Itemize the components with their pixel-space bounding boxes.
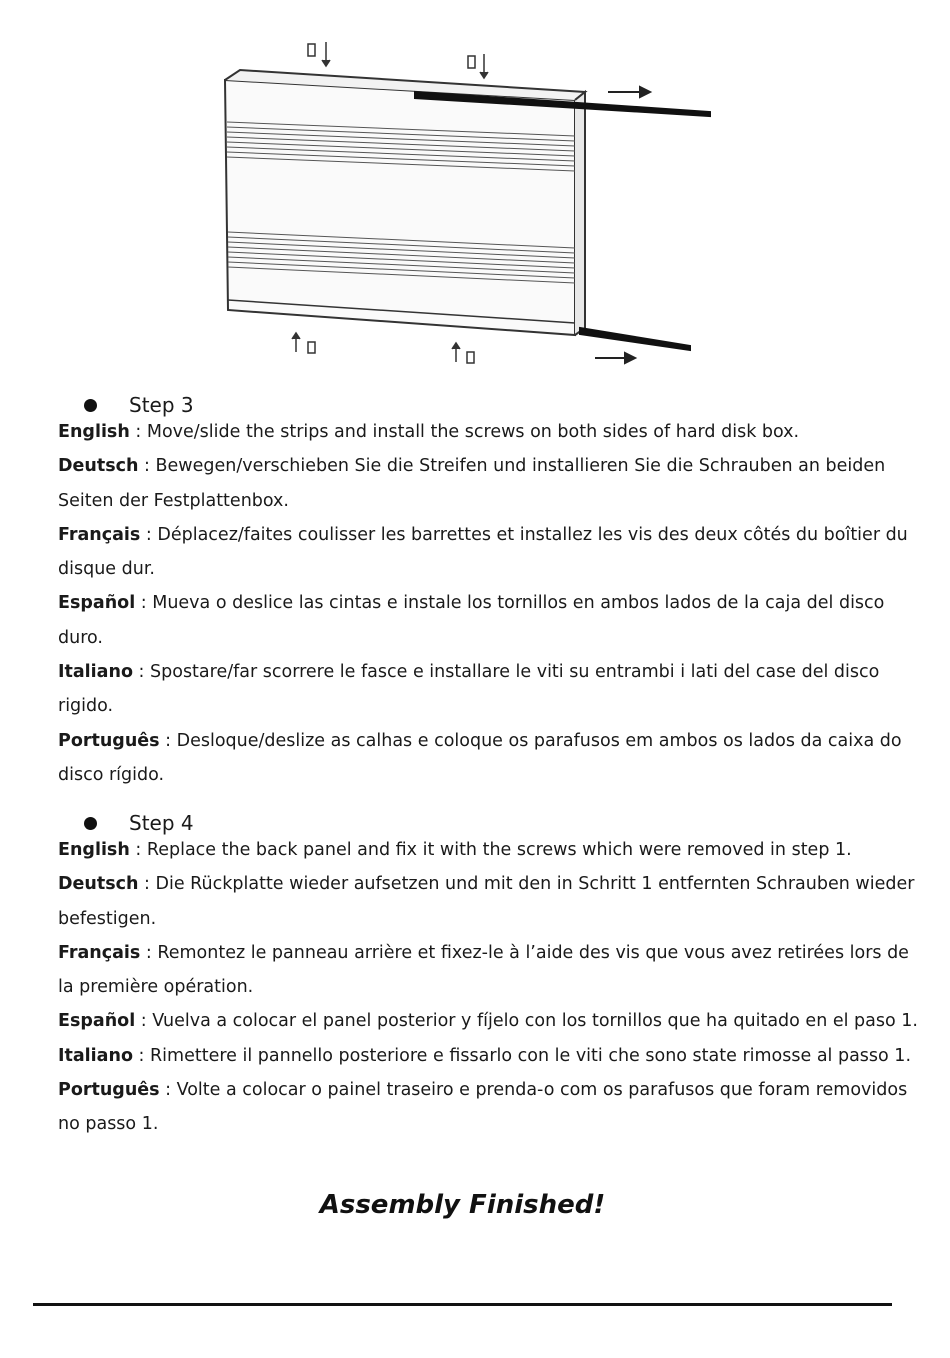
step-3-heading [84,393,194,417]
step-3-instructions [58,415,924,792]
instruction-espanol: Español : Mueva o deslice las cintas e instale los tornillos en ambos lados de la caja del disco duro. [58,593,885,648]
step-4-title: Step 4 [129,811,194,835]
bullet-icon [84,817,97,830]
instruction-deutsch: Deutsch : Die Rückplatte wieder aufsetzen und mit den in Schritt 1 entfernten Schrauben wieder befestigen. [58,874,915,929]
step-3-title: Step 3 [129,393,194,417]
bullet-icon [84,399,97,412]
instruction-italiano: Italiano : Rimettere il pannello posteriore e fissarlo con le viti che sono state rimosse al passo 1. [58,1045,912,1066]
instruction-francais: Français : Remontez le panneau arrière et fixez-le à l’aide des vis que vous avez retirées lors de la première opération. [58,942,909,998]
instruction-deutsch: Deutsch : Bewegen/verschieben Sie die Streifen und installieren Sie die Schrauben an beiden Seiten der Festplattenbox. [58,456,886,511]
footer-divider [33,1303,892,1306]
instruction-espanol: Español : Vuelva a colocar el panel posterior y fíjelo con los tornillos que ha quitado en el paso 1. [58,1011,918,1032]
step-4-heading [84,811,194,835]
enclosure-illustration [200,30,740,380]
step-4-instructions [58,833,924,1142]
instruction-italiano: Italiano : Spostare/far scorrere le fasce e installare le viti su entrambi i lati del case del disco rigido. [58,662,880,717]
assembly-finished-text: Assembly Finished! [319,1190,606,1220]
instruction-portugues: Português : Desloque/deslize as calhas e coloque os parafusos em ambos os lados da caixa do disco rígido. [58,730,902,785]
instruction-portugues: Português : Volte a colocar o painel traseiro e prenda-o com os parafusos que foram removidos no passo 1. [58,1080,908,1135]
instruction-english: English : Move/slide the strips and install the screws on both sides of hard disk box. [58,422,800,442]
instruction-english: English : Replace the back panel and fix it with the screws which were removed in step 1. [58,840,852,860]
instruction-francais: Français : Déplacez/faites coulisser les barrettes et installez les vis des deux côtés du boîtier du disque dur. [58,524,908,580]
